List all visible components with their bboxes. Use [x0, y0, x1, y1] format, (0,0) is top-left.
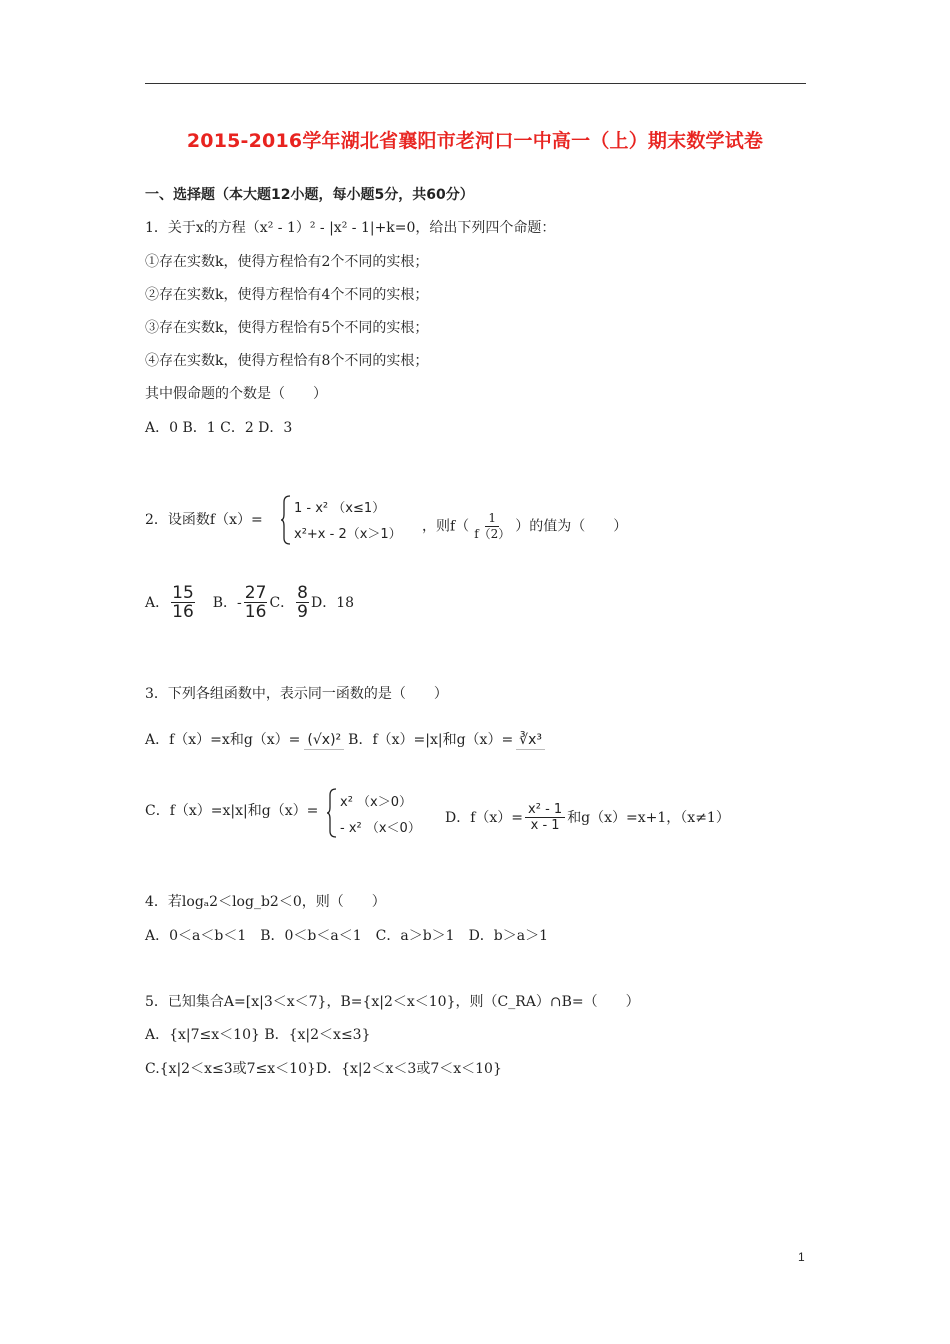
q2-c-den: 9 [297, 602, 308, 622]
page-number: 1 [798, 1250, 805, 1264]
q3-option-a: A．f（x）=x和g（x）= [145, 732, 301, 748]
q3-case-2: - x² （x＜0） [340, 821, 421, 836]
q1-proposition-3: ③存在实数k，使得方程恰有5个不同的实根； [145, 320, 429, 336]
q2-case-2: x²+x - 2（x＞1） [294, 527, 402, 542]
q3-case-1: x² （x＞0） [340, 795, 413, 810]
q5-stem: 5．已知集合A=[x|3＜x＜7}，B={x|2＜x＜10}，则（C_RA）∩B=（ ） [145, 994, 640, 1010]
q1-stem: 1．关于x的方程（x² - 1）² - |x² - 1|+k=0，给出下列四个命题： [145, 220, 556, 236]
q5-options-cd: C.{x|2＜x≤3或7≤x＜10}D．{x|2＜x＜3或7＜x＜10} [145, 1061, 502, 1077]
q3-option-b: B．f（x）=|x|和g（x）= [348, 732, 514, 748]
brace-icon [326, 787, 338, 839]
q2-option-a-label: A． [145, 594, 170, 611]
header-rule [145, 83, 806, 84]
page-title: 2015-2016学年湖北省襄阳市老河口一中高一（上）期末数学试卷 [186, 130, 764, 152]
q2-fraction-num: 1 [485, 511, 499, 527]
q2-c-num: 8 [297, 583, 308, 603]
q2-option-c-value [296, 584, 309, 621]
q2-suffix: ）的值为（ ） [515, 518, 628, 535]
q1-proposition-4: ④存在实数k，使得方程恰有8个不同的实根； [145, 353, 429, 369]
q3-option-b-expr: ∛x³ [516, 731, 545, 750]
q2-prefix: 2．设函数f（x）= [145, 512, 263, 528]
q2-option-b-label: B．- [212, 594, 242, 611]
q3-option-d [445, 802, 730, 833]
q2-case-1: 1 - x² （x≤1） [294, 501, 386, 516]
q2-option-a-value [171, 584, 195, 621]
q2-option-d-label: D．18 [310, 594, 355, 611]
q2-options [145, 584, 354, 621]
q1-options: A．0 B．1 C．2 D．3 [145, 420, 293, 436]
section-heading: 一、选择题（本大题12小题，每小题5分，共60分） [145, 187, 474, 203]
q2-option-c-label: C． [269, 594, 295, 611]
q1-proposition-1: ①存在实数k，使得方程恰有2个不同的实根； [145, 254, 429, 270]
q5-options-ab: A．{x|7≤x＜10} B．{x|2＜x≤3} [145, 1027, 371, 1043]
q2-fraction-den: f（2） [474, 527, 511, 541]
q3-option-d-suffix: 和g（x）=x+1，（x≠1） [567, 809, 730, 826]
q2-fraction [471, 511, 513, 542]
q4-options: A．0＜a＜b＜1 B．0＜b＜a＜1 C．a＞b＞1 D．b＞a＞1 [145, 928, 549, 944]
q4-stem: 4．若logₐ2＜log_b2＜0，则（ ） [145, 894, 386, 910]
q3-option-d-label: D．f（x）= [445, 809, 524, 826]
q3-option-c: C．f（x）=x|x|和g（x）= [145, 803, 319, 819]
q3-options-ab [145, 731, 545, 750]
q3-d-num: x² - 1 [525, 802, 565, 818]
q3-option-a-expr: (√x)² [304, 731, 344, 750]
q2-piecewise [280, 494, 415, 546]
q2-a-den: 16 [172, 602, 194, 622]
q3-d-den: x - 1 [530, 818, 560, 833]
q1-question: 其中假命题的个数是（ ） [145, 386, 327, 402]
q1-proposition-2: ②存在实数k，使得方程恰有4个不同的实根； [145, 287, 429, 303]
q2-option-b-value [244, 584, 268, 621]
q2-mid-text: ，则f（ [422, 518, 470, 535]
q2-expression [422, 511, 627, 542]
q2-b-den: 16 [244, 602, 267, 622]
q3-option-d-fraction [525, 802, 565, 833]
q2-b-num: 27 [244, 583, 267, 603]
brace-icon [280, 494, 292, 546]
q3-stem: 3．下列各组函数中，表示同一函数的是（ ） [145, 686, 448, 702]
q3-piecewise [326, 787, 441, 839]
q2-a-num: 15 [172, 583, 194, 603]
